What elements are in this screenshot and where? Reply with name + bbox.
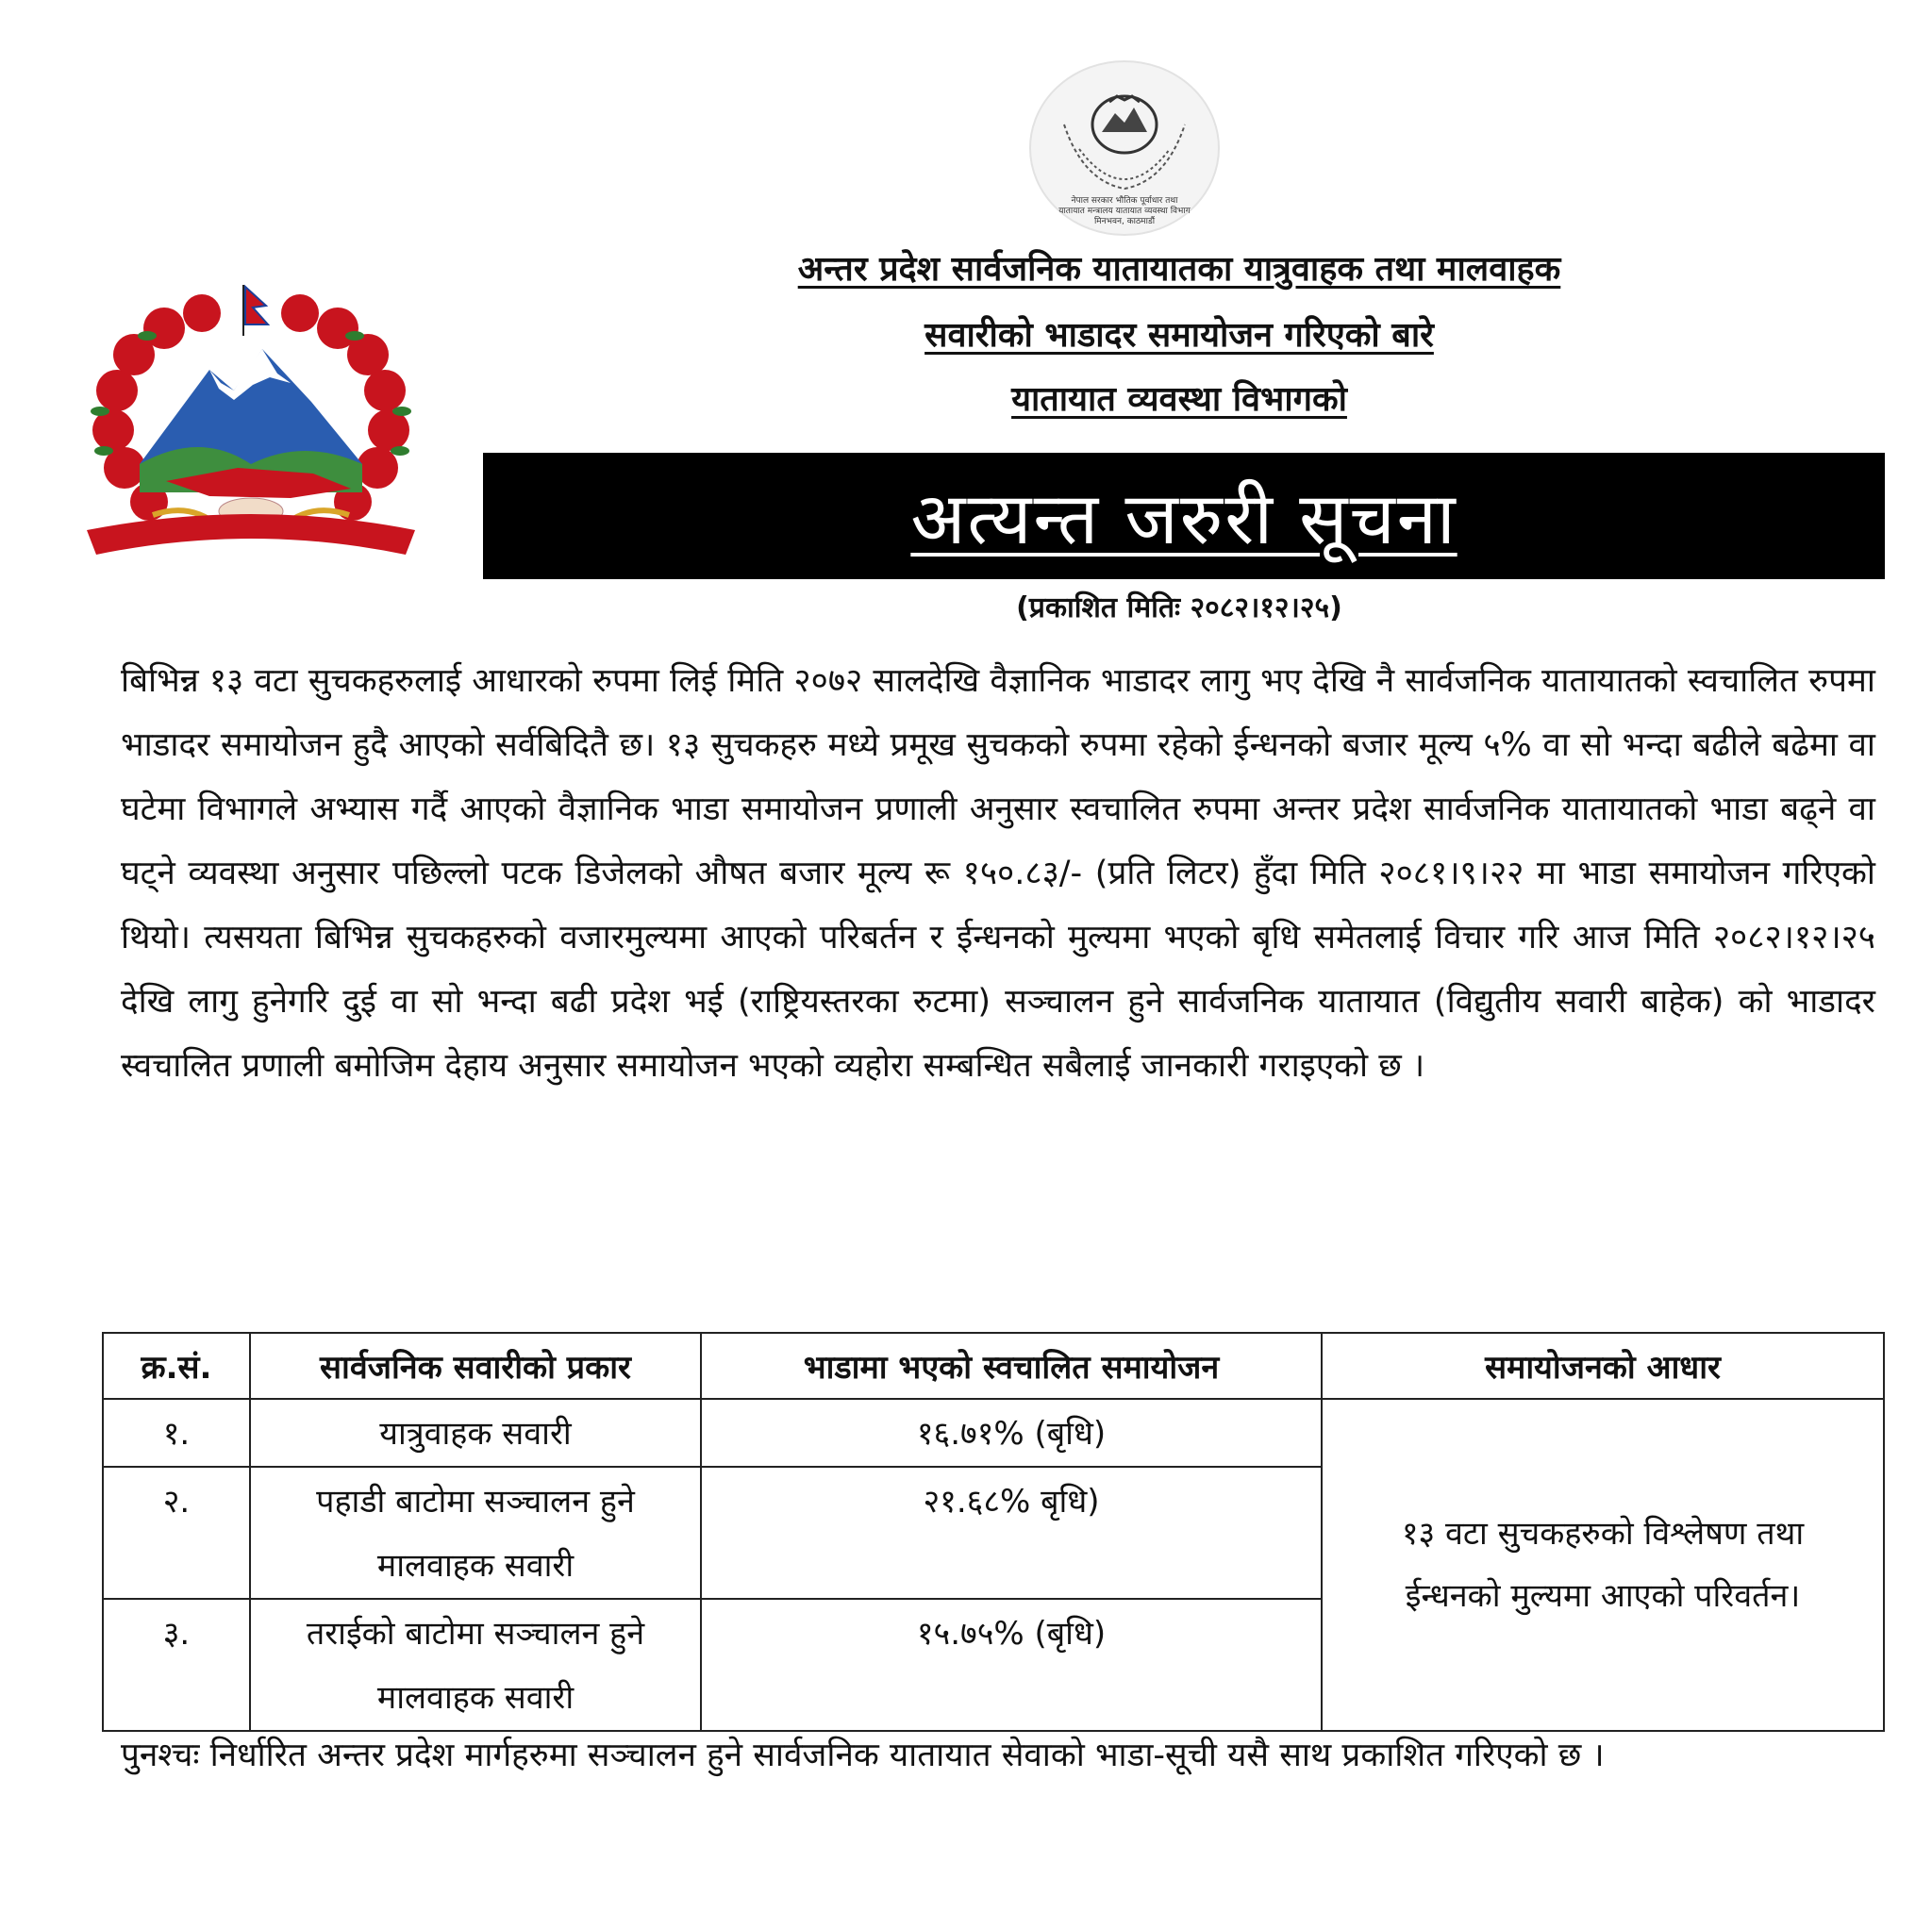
department-seal — [1026, 58, 1223, 238]
postscript: पुनश्चः निर्धारित अन्तर प्रदेश मार्गहरुमा सञ्चालन हुने सार्वजनिक यातायात सेवाको भाडा-सूची यसै साथ प्रकाशित गरिएको छ । — [121, 1737, 1605, 1774]
emblem-motto: जननी जन्मभूमिश्च स्वर्गादपि गरीयसी — [185, 540, 323, 564]
header-adjustment: भाडामा भएको स्वचालित समायोजन — [701, 1333, 1322, 1399]
seal-text: नेपाल सरकार भौतिक पूर्वाधार तथा यातायात मन्त्रालय यातायात व्यवस्था विभाग मिनभवन, काठमाडौं — [1058, 196, 1191, 226]
row-adjustment: २१.६८% बृधि) — [701, 1467, 1322, 1599]
notice-body: बिभिन्न १३ वटा सुचकहरुलाई आधारको रुपमा लिई मिति २०७२ सालदेखि वैज्ञानिक भाडादर लागु भए देखि नै सार्वजनिक यातायातको स्वचालित रुपमा भाडादर समायोजन हुदै आएको सर्वबिदितै छ। १३ सुचकहरु मध्ये प्रमूख सुचकको रुपमा रहेको ईन्धनको बजार मूल्य ५% वा सो भन्दा बढीले बढेमा वा घटेमा विभागले अभ्यास गर्दै आएको वैज्ञानिक भाडा समायोजन प्रणाली अनुसार स्वचालित रुपमा अन्तर प्रदेश सार्वजनिक यातायातको भाडा बढ्ने वा घट्ने व्यवस्था अनुसार पछिल्लो पटक डिजेलको औषत बजार मूल्य रू १५०.८३/- (प्रति लिटर) हुँदा मिति २०८१।९।२२ मा भाडा समायोजन गरिएको थियो। त्यसयता बिभिन्न सुचकहरुको वजारमुल्यमा आएको परिबर्तन र ईन्धनको मुल्यमा भएको बृधि समेतलाई विचार गरि आज मिति २०८२।१२।२५ देखि लागु हुनेगरि दुई वा सो भन्दा बढी प्रदेश भई (राष्ट्रियस्तरका रुटमा) सञ्चालन हुने सार्वजनिक यातायात (विद्युतीय सवारी बाहेक) को भाडादर स्वचालित प्रणाली बमोजिम देहाय अनुसार समायोजन भएको व्यहोरा सम्बन्धित सबैलाई जानकारी गराइएको छ । — [121, 662, 1875, 1085]
urgent-notice-banner — [483, 453, 1885, 579]
table-row — [103, 1399, 1884, 1467]
banner-title: अत्यन्त जरुरी सूचना — [910, 475, 1457, 560]
adjustment-basis: १३ वटा सुचकहरुको विश्लेषण तथा ईन्धनको मुल्यमा आएको परिवर्तन। — [1322, 1399, 1884, 1731]
header-vehicle-type: सार्वजनिक सवारीको प्रकार — [250, 1333, 701, 1399]
row-sn: २. — [103, 1467, 250, 1599]
header-basis: समायोजनको आधार — [1322, 1333, 1884, 1399]
notice-heading-line-2: सवारीको भाडादर समायोजन गरिएको बारे — [924, 316, 1434, 355]
row-sn: १. — [103, 1399, 250, 1467]
fare-adjustment-table — [102, 1332, 1885, 1732]
published-date: (प्रकाशित मितिः २०८२।१२।२५) — [1016, 591, 1342, 624]
header-sn: क्र.सं. — [103, 1333, 250, 1399]
row-vehicle-type: तराईको बाटोमा सञ्चालन हुने मालवाहक सवारी — [250, 1599, 701, 1731]
table-header-row — [103, 1333, 1884, 1399]
row-sn: ३. — [103, 1599, 250, 1731]
notice-heading-line-1: अन्तर प्रदेश सार्वजनिक यातायातका यात्रुवाहक तथा मालवाहक — [797, 250, 1561, 289]
notice-heading-line-3: यातायात व्यवस्था विभागको — [1011, 380, 1347, 419]
row-adjustment: १५.७५% (बृधि) — [701, 1599, 1322, 1731]
row-vehicle-type: यात्रुवाहक सवारी — [250, 1399, 701, 1467]
row-adjustment: १६.७१% (बृधि) — [701, 1399, 1322, 1467]
row-vehicle-type: पहाडी बाटोमा सञ्चालन हुने मालवाहक सवारी — [250, 1467, 701, 1599]
nepal-emblem — [68, 279, 434, 596]
